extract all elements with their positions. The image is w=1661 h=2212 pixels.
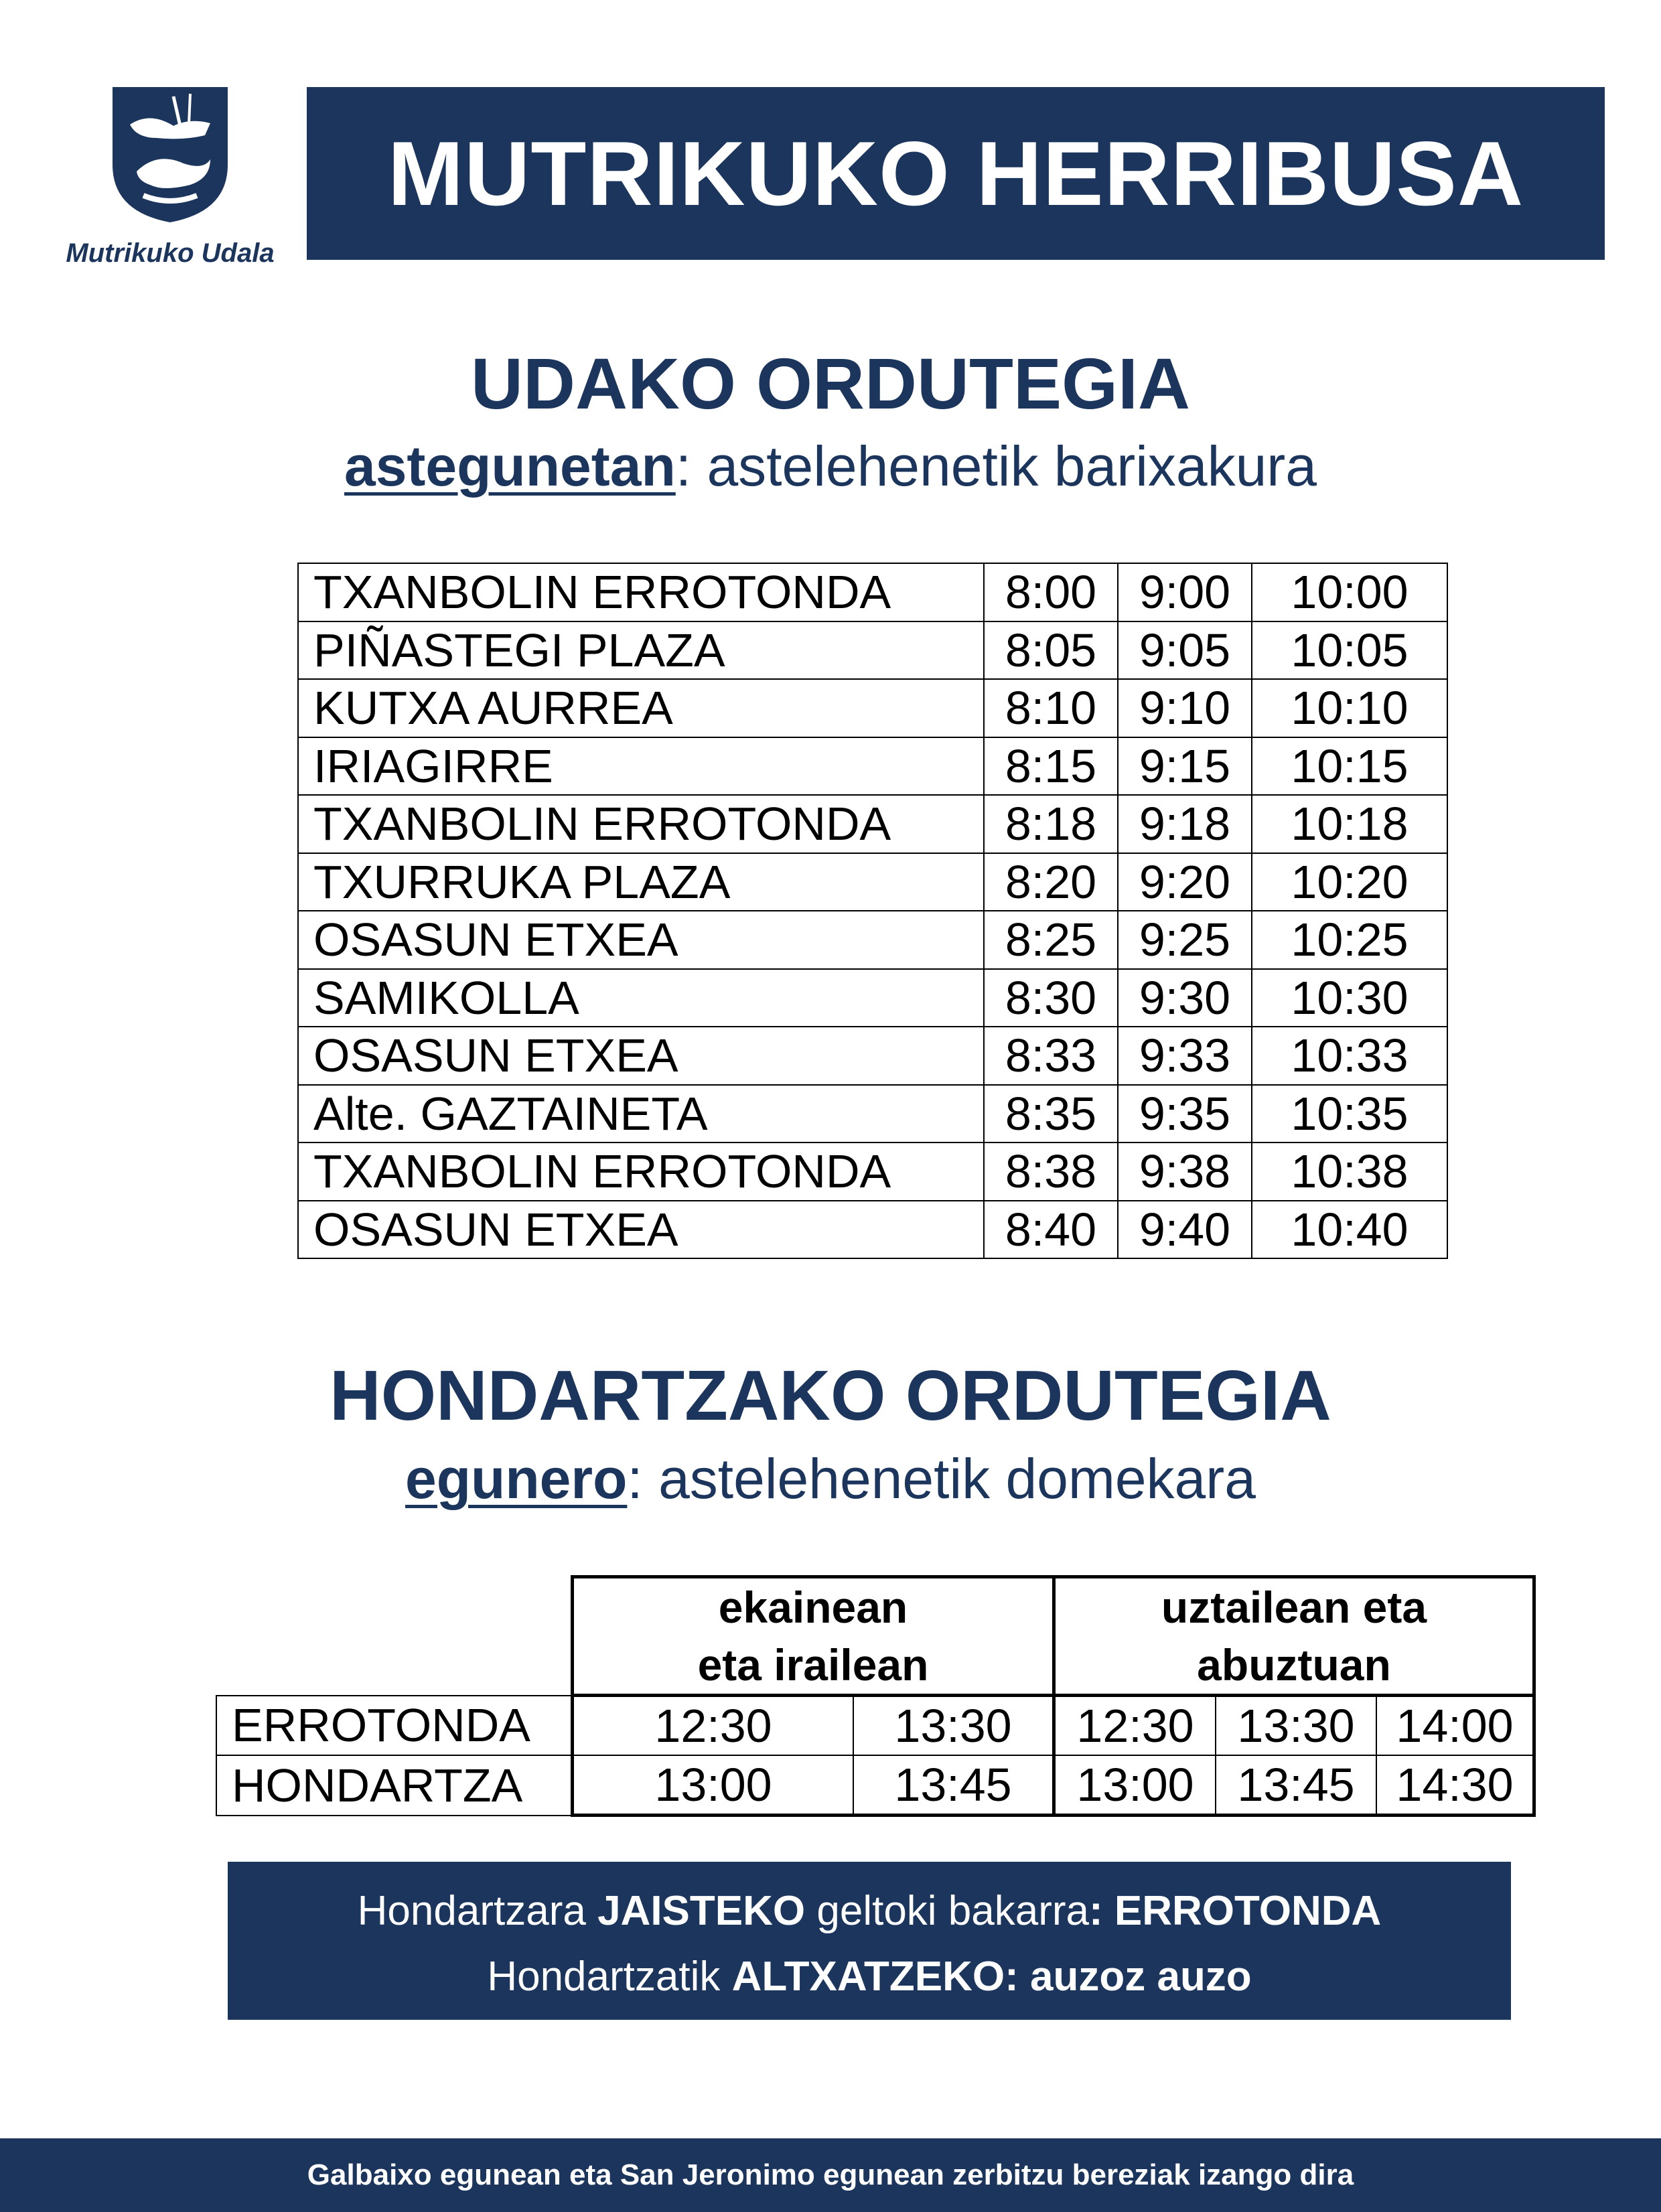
info-line-pick-up <box>228 1953 1511 2000</box>
time-cell: 8:38 <box>984 1142 1118 1201</box>
time-cell: 9:25 <box>1118 911 1252 969</box>
time-cell: 10:25 <box>1252 911 1447 969</box>
time-cell: 10:40 <box>1252 1201 1447 1259</box>
beach-days-range: : astelehenetik domekara <box>627 1447 1256 1510</box>
stop-name-cell: OSASUN ETXEA <box>298 1201 984 1259</box>
page-title: MUTRIKUKO HERRIBUSA <box>387 123 1524 224</box>
footer-banner <box>0 2138 1661 2212</box>
july-august-header-line1: uztailean eta <box>1161 1582 1427 1632</box>
time-cell: 12:30 <box>1054 1696 1216 1756</box>
info-text: Hondartzara <box>357 1888 598 1934</box>
time-cell: 9:20 <box>1118 853 1252 911</box>
beach-timetable <box>216 1575 1536 1817</box>
beach-schedule-title: HONDARTZAKO ORDUTEGIA <box>330 1356 1331 1435</box>
time-cell: 10:33 <box>1252 1027 1447 1085</box>
beach-days-label: egunero <box>405 1447 628 1510</box>
table-row <box>298 853 1447 911</box>
time-cell: 10:20 <box>1252 853 1447 911</box>
stop-name-cell: TXANBOLIN ERROTONDA <box>298 563 984 621</box>
beach-info-box <box>228 1862 1511 2020</box>
time-cell: 10:35 <box>1252 1085 1447 1143</box>
time-cell: 10:30 <box>1252 969 1447 1027</box>
stop-name-cell: OSASUN ETXEA <box>298 1027 984 1085</box>
time-cell: 13:45 <box>1216 1755 1376 1816</box>
time-cell: 14:00 <box>1376 1696 1534 1756</box>
table-row <box>298 969 1447 1027</box>
time-cell: 10:05 <box>1252 621 1447 680</box>
time-cell: 10:18 <box>1252 795 1447 853</box>
july-august-header-line2: abuztuan <box>1197 1640 1391 1690</box>
beach-stop-cell: HONDARTZA <box>216 1755 573 1816</box>
info-text-bold: : ERROTONDA <box>1089 1888 1382 1934</box>
summer-schedule-subtitle <box>0 434 1661 499</box>
time-cell: 9:33 <box>1118 1027 1252 1085</box>
footer-note: Galbaixo egunean eta San Jeronimo egunean zerbitzu bereziak izango dira <box>307 2158 1354 2191</box>
time-cell: 8:40 <box>984 1201 1118 1259</box>
time-cell: 9:38 <box>1118 1142 1252 1201</box>
time-cell: 8:25 <box>984 911 1118 969</box>
beach-stop-cell: ERROTONDA <box>216 1696 573 1756</box>
logo-caption: Mutrikuko Udala <box>66 238 275 268</box>
table-row <box>216 1696 1534 1756</box>
stop-name-cell: OSASUN ETXEA <box>298 911 984 969</box>
table-row <box>298 737 1447 796</box>
table-row <box>298 911 1447 969</box>
june-september-header-line1: ekainean <box>718 1582 908 1632</box>
info-text-bold: JAISTEKO <box>597 1888 806 1934</box>
time-cell: 10:00 <box>1252 563 1447 621</box>
stop-name-cell: KUTXA AURREA <box>298 679 984 737</box>
table-row <box>298 1201 1447 1259</box>
beach-table-header-row <box>216 1577 1534 1696</box>
stop-name-cell: TXANBOLIN ERROTONDA <box>298 795 984 853</box>
table-row <box>298 1085 1447 1143</box>
july-august-header <box>1054 1577 1534 1696</box>
table-row <box>298 1027 1447 1085</box>
time-cell: 13:30 <box>853 1696 1054 1756</box>
time-cell: 8:18 <box>984 795 1118 853</box>
weekday-timetable <box>297 563 1448 1259</box>
time-cell: 8:00 <box>984 563 1118 621</box>
june-september-header <box>573 1577 1054 1696</box>
time-cell: 12:30 <box>573 1696 854 1756</box>
stop-name-cell: TXANBOLIN ERROTONDA <box>298 1142 984 1201</box>
summer-days-label: astegunetan <box>344 435 676 498</box>
coat-of-arms-icon <box>110 84 230 225</box>
stop-name-cell: TXURRUKA PLAZA <box>298 853 984 911</box>
summer-schedule-title: UDAKO ORDUTEGIA <box>471 343 1190 424</box>
stop-name-cell: SAMIKOLLA <box>298 969 984 1027</box>
empty-corner-cell <box>216 1577 573 1696</box>
info-line-drop-off <box>228 1887 1511 1935</box>
time-cell: 8:33 <box>984 1027 1118 1085</box>
beach-schedule-subtitle <box>0 1447 1661 1511</box>
time-cell: 8:10 <box>984 679 1118 737</box>
info-text: Hondartzatik <box>487 1953 732 2000</box>
june-september-header-line2: eta irailean <box>697 1640 929 1690</box>
time-cell: 9:10 <box>1118 679 1252 737</box>
time-cell: 8:05 <box>984 621 1118 680</box>
header-banner <box>307 87 1605 260</box>
table-row <box>298 1142 1447 1201</box>
table-row <box>298 679 1447 737</box>
time-cell: 10:38 <box>1252 1142 1447 1201</box>
time-cell: 13:00 <box>573 1755 854 1816</box>
time-cell: 9:05 <box>1118 621 1252 680</box>
info-text-bold: ALTXATZEKO: auzoz auzo <box>731 1953 1252 2000</box>
time-cell: 8:35 <box>984 1085 1118 1143</box>
time-cell: 9:18 <box>1118 795 1252 853</box>
time-cell: 8:30 <box>984 969 1118 1027</box>
stop-name-cell: PIÑASTEGI PLAZA <box>298 621 984 680</box>
time-cell: 13:30 <box>1216 1696 1376 1756</box>
summer-days-range: : astelehenetik barixakura <box>675 435 1317 498</box>
stop-name-cell: Alte. GAZTAINETA <box>298 1085 984 1143</box>
time-cell: 9:30 <box>1118 969 1252 1027</box>
time-cell: 9:15 <box>1118 737 1252 796</box>
info-text: geltoki bakarra <box>805 1888 1090 1934</box>
time-cell: 13:45 <box>853 1755 1054 1816</box>
time-cell: 10:15 <box>1252 737 1447 796</box>
time-cell: 9:00 <box>1118 563 1252 621</box>
table-row <box>298 563 1447 621</box>
time-cell: 8:15 <box>984 737 1118 796</box>
table-row <box>298 795 1447 853</box>
stop-name-cell: IRIAGIRRE <box>298 737 984 796</box>
time-cell: 13:00 <box>1054 1755 1216 1816</box>
table-row <box>216 1755 1534 1816</box>
municipality-logo <box>43 79 297 280</box>
time-cell: 8:20 <box>984 853 1118 911</box>
time-cell: 9:40 <box>1118 1201 1252 1259</box>
table-row <box>298 621 1447 680</box>
time-cell: 10:10 <box>1252 679 1447 737</box>
time-cell: 9:35 <box>1118 1085 1252 1143</box>
time-cell: 14:30 <box>1376 1755 1534 1816</box>
